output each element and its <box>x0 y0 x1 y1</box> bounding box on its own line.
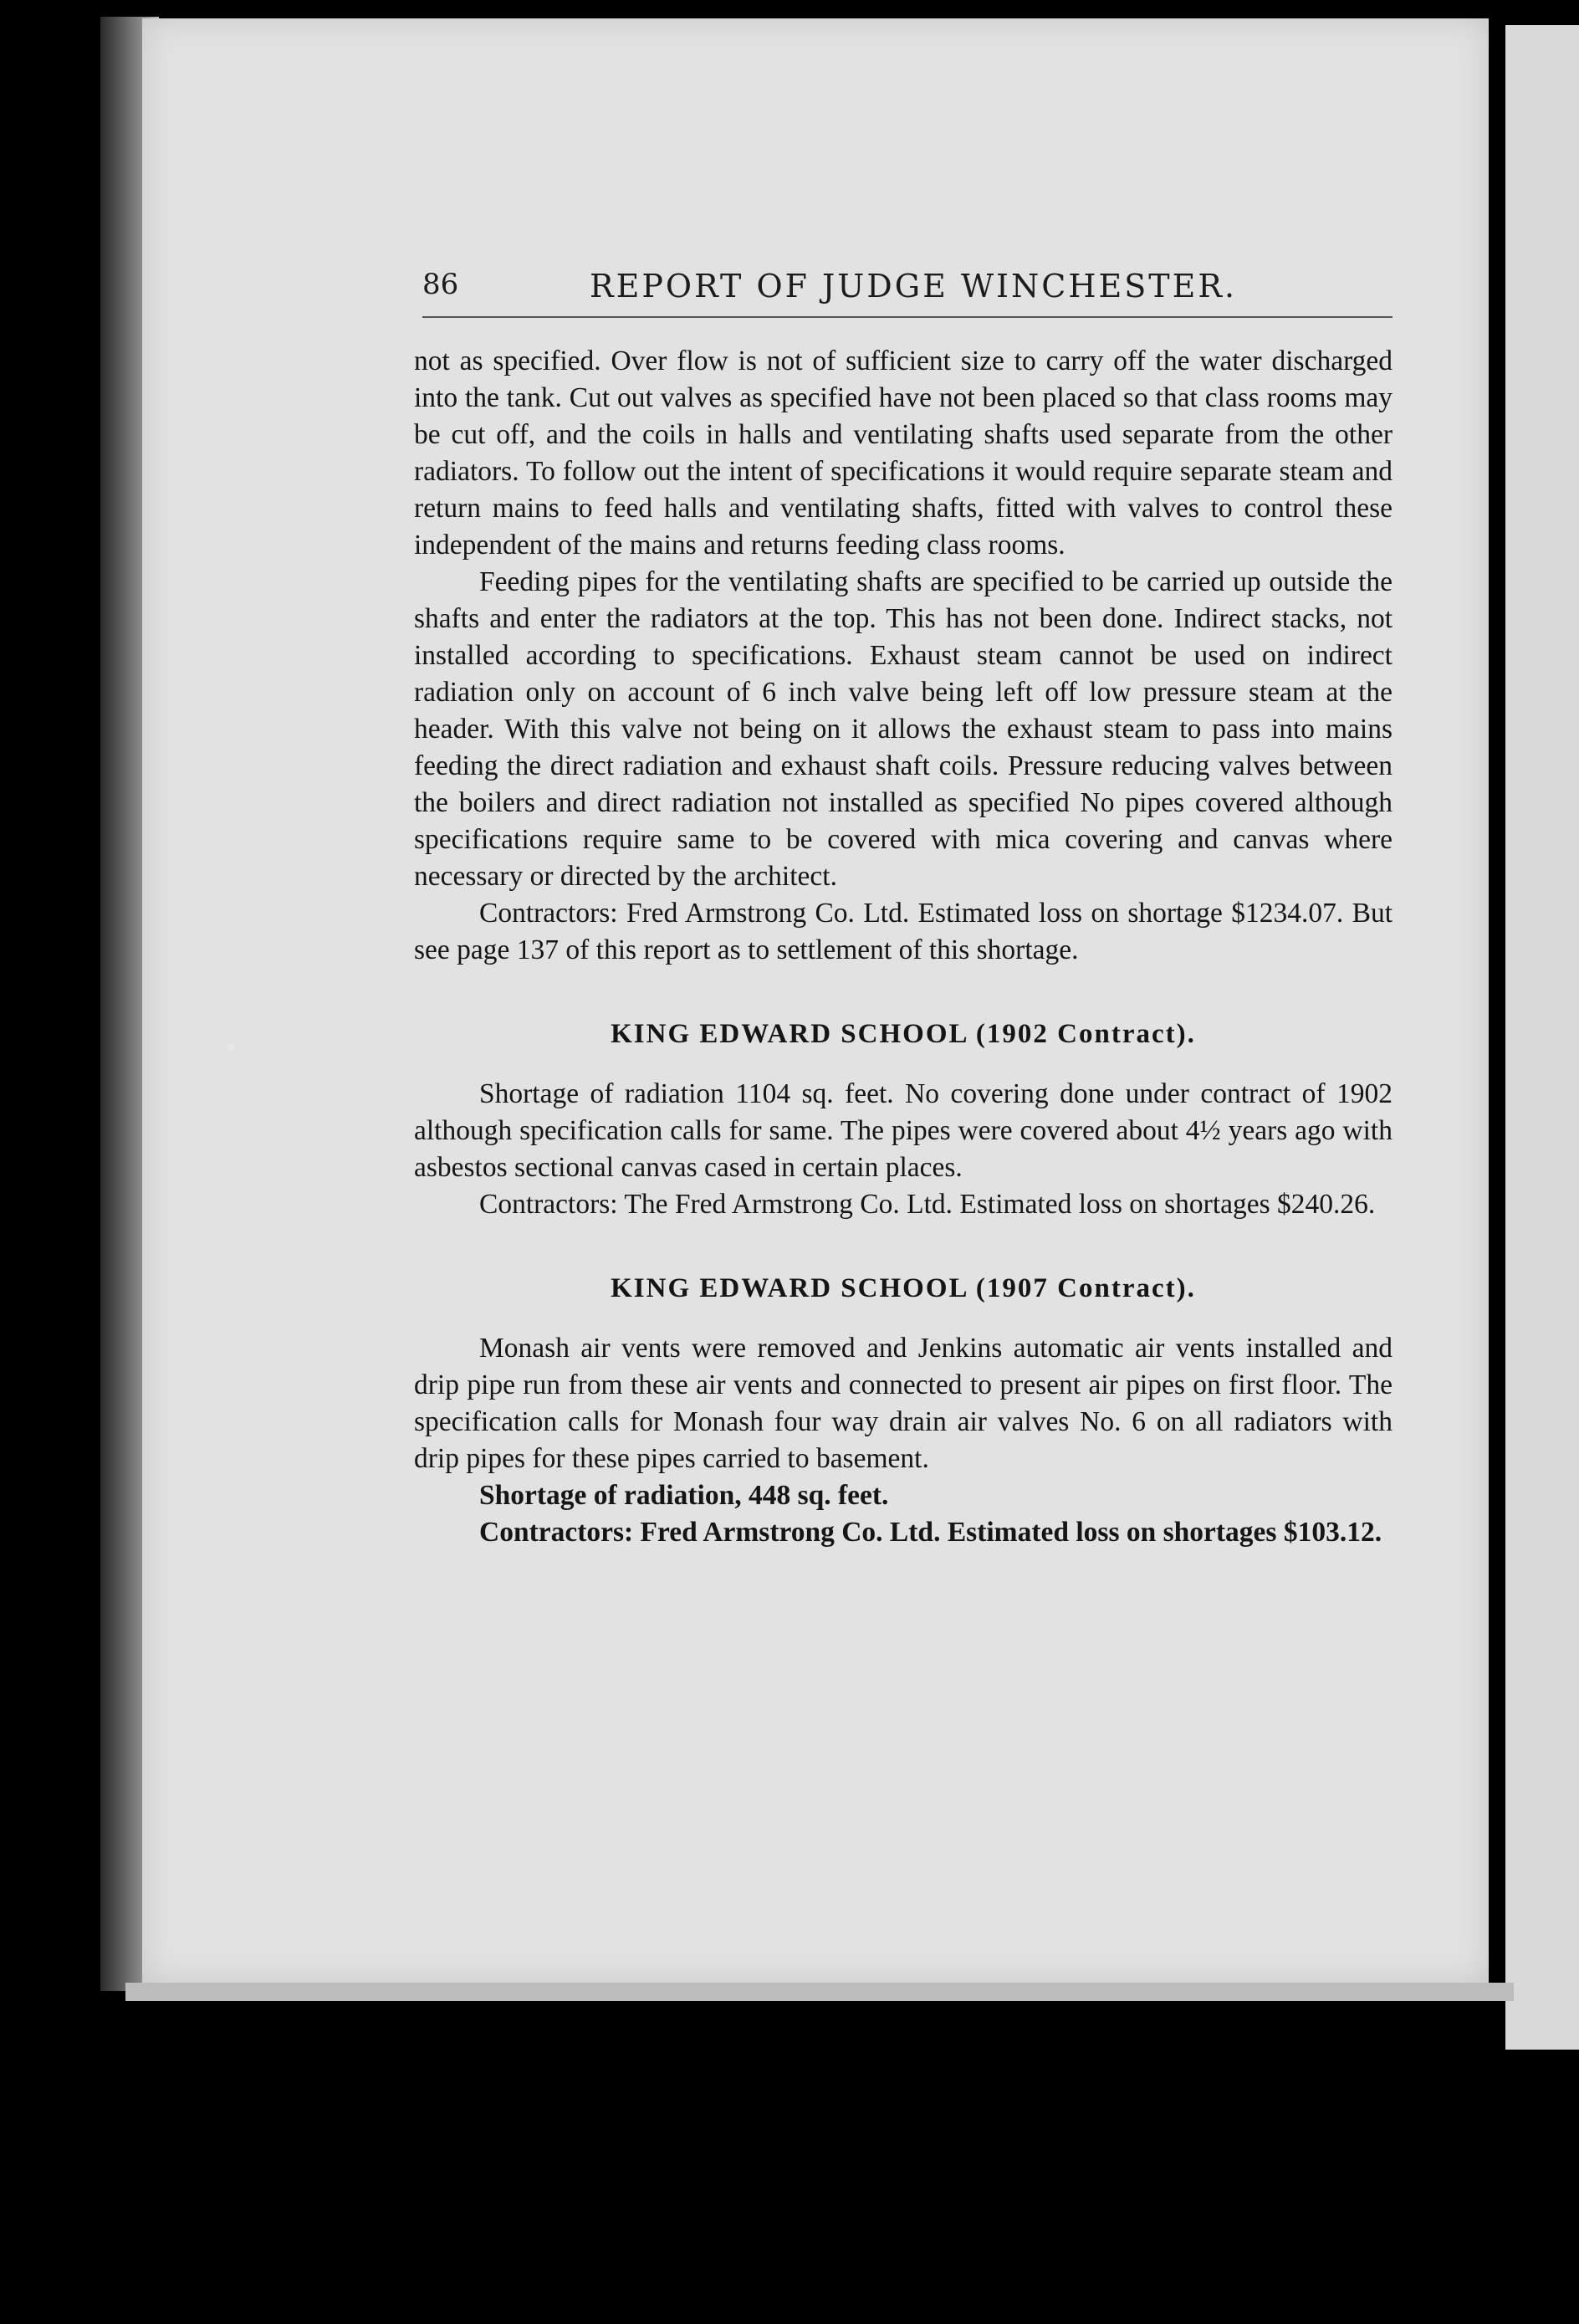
page-bottom-edge <box>125 1983 1514 2001</box>
paragraph-1907-air-vents: Monash air vents were removed and Jenkins automatic air vents installed and drip pipe run from these air vents and connected to present air pipes on first floor. The specification calls for Monash four way drain air valves No. 6 on all radiators with drip pipes for these pipes carried to basement. <box>414 1333 1392 1474</box>
paragraph-contractors: Contractors: Fred Armstrong Co. Ltd. Estimated loss on shortage $1234.07. But see page 137 of this report as to settlement of this shortage. <box>414 898 1392 965</box>
section-heading-1907: KING EDWARD SCHOOL (1907 Contract). <box>611 1273 1196 1303</box>
page-body <box>414 343 1392 1551</box>
page-number: 86 <box>422 268 459 301</box>
paragraph-1907-shortage: Shortage of radiation, 448 sq. feet. <box>479 1480 889 1511</box>
running-title: REPORT OF JUDGE WINCHESTER. <box>590 268 1238 305</box>
header-rule <box>422 316 1392 318</box>
paragraph-1902-contractors: Contractors: The Fred Armstrong Co. Ltd. Estimated loss on shortages $240.26. <box>479 1189 1376 1220</box>
page-header <box>422 268 1392 318</box>
section-heading-1902: KING EDWARD SCHOOL (1902 Contract). <box>611 1019 1196 1049</box>
paragraph-feeding-pipes: Feeding pipes for the ventilating shafts are specified to be carried up outside the shafts and enter the radiators at the top. This has not been done. Indirect stacks, not installed according to specifications. Exhaust steam cannot be used on indirect radiation only on account of 6 inch valve being left off low pressure steam at the header. With this valve not being on it allows the exhaust steam to pass into mains feeding the direct radiation and exhaust shaft coils. Pressure reducing valves between the boilers and direct radiation not installed as specified No pipes covered although specifications require same to be covered with mica covering and canvas where necessary or directed by the architect. <box>414 566 1392 892</box>
paragraph-continued: not as specified. Over flow is not of sufficient size to carry off the water discharged into the tank. Cut out valves as specified have not been placed so that class rooms may be cut off, and the coils in halls and ventilating shafts used separate from the other radiators. To follow out the intent of specifications it would require separate steam and return mains to feed halls and ventilating shafts, fitted with valves to control these independent of the mains and returns feeding class rooms. <box>414 346 1392 561</box>
facing-page-edge <box>1505 25 1579 2050</box>
paragraph-1907-contractors: Contractors: Fred Armstrong Co. Ltd. Estimated loss on shortages $103.12. <box>479 1517 1382 1548</box>
paragraph-1902-shortage: Shortage of radiation 1104 sq. feet. No covering done under contract of 1902 although specification calls for same. The pipes were covered about 4½ years ago with asbestos sectional canvas cased in certain places. <box>414 1078 1392 1183</box>
margin-speck <box>227 1044 234 1051</box>
